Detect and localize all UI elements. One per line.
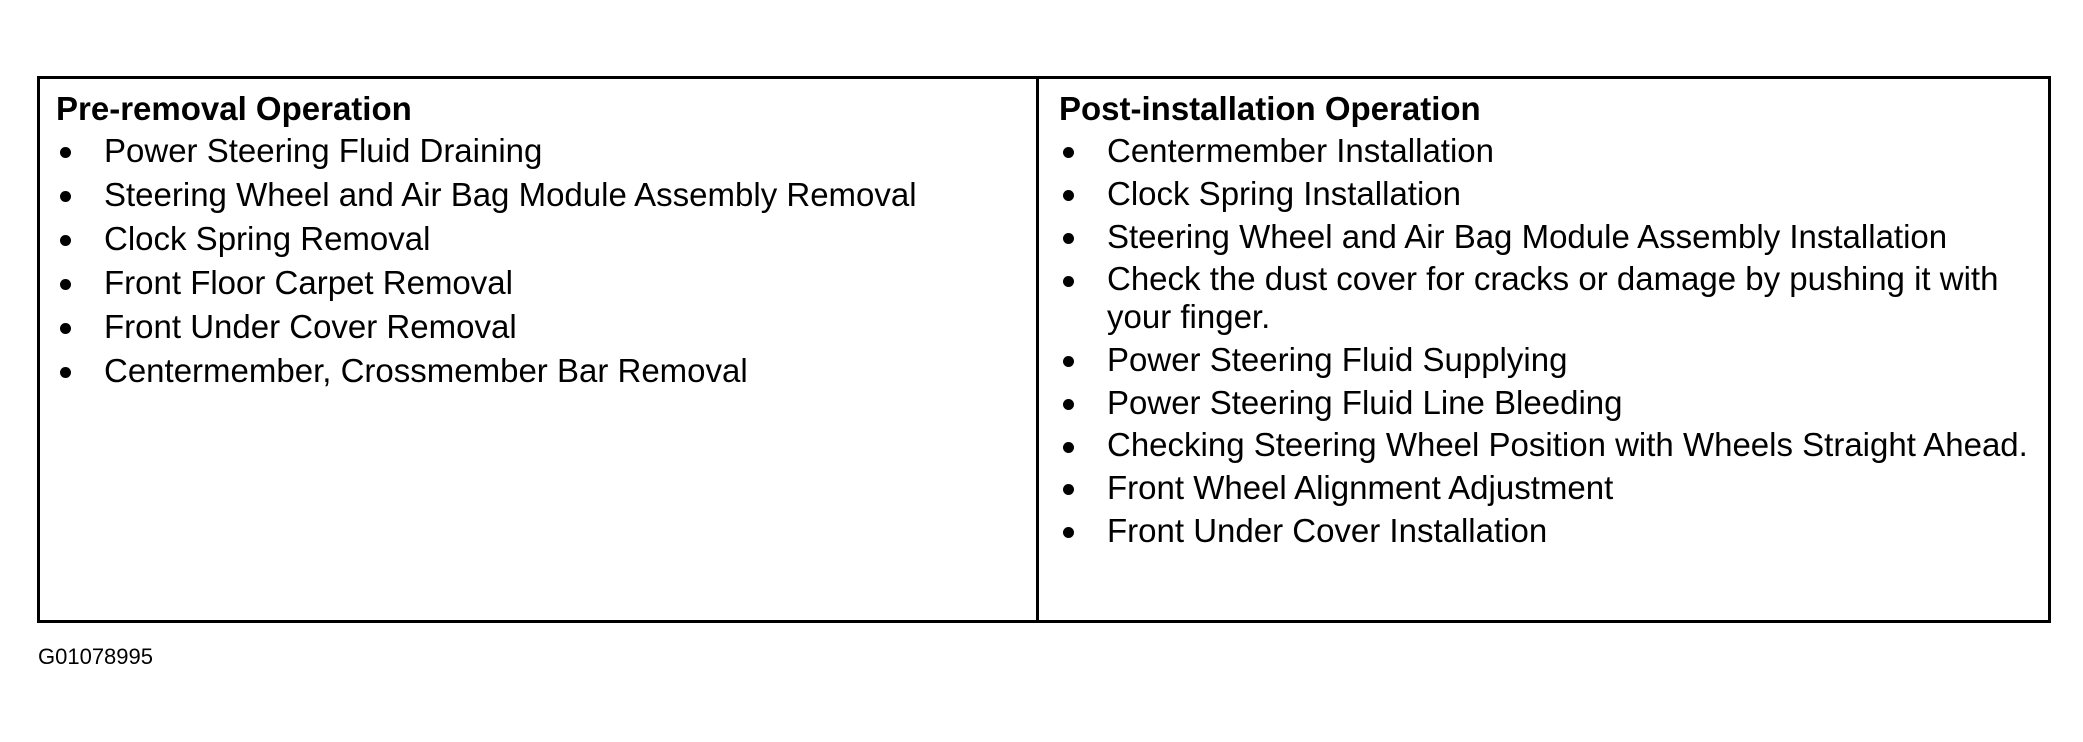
list-item: Front Under Cover Installation [1059, 511, 2048, 550]
list-item: Power Steering Fluid Line Bleeding [1059, 383, 2048, 422]
pre-removal-column [40, 79, 1039, 620]
list-item: Power Steering Fluid Supplying [1059, 340, 2048, 379]
list-item: Steering Wheel and Air Bag Module Assembly Installation [1059, 217, 2048, 256]
list-item: Front Under Cover Removal [56, 307, 1036, 346]
list-item: Clock Spring Removal [56, 219, 1036, 258]
list-item: Steering Wheel and Air Bag Module Assembly Removal [56, 175, 1036, 214]
list-item: Centermember, Crossmember Bar Removal [56, 351, 1036, 390]
list-item: Clock Spring Installation [1059, 174, 2048, 213]
list-item: Checking Steering Wheel Position with Wheels Straight Ahead. [1059, 426, 2048, 464]
pre-removal-title: Pre-removal Operation [56, 90, 412, 127]
list-item: Centermember Installation [1059, 131, 2048, 170]
list-item: Power Steering Fluid Draining [56, 131, 1036, 170]
operations-table [37, 76, 2051, 623]
figure-id: G01078995 [38, 644, 153, 669]
pre-removal-list [56, 131, 1036, 390]
post-installation-list [1059, 131, 2048, 550]
post-installation-column [1039, 79, 2048, 620]
post-installation-title: Post-installation Operation [1059, 90, 1481, 127]
list-item: Front Floor Carpet Removal [56, 263, 1036, 302]
list-item: Check the dust cover for cracks or damage by pushing it with your finger. [1059, 260, 2048, 336]
list-item: Front Wheel Alignment Adjustment [1059, 468, 2048, 507]
